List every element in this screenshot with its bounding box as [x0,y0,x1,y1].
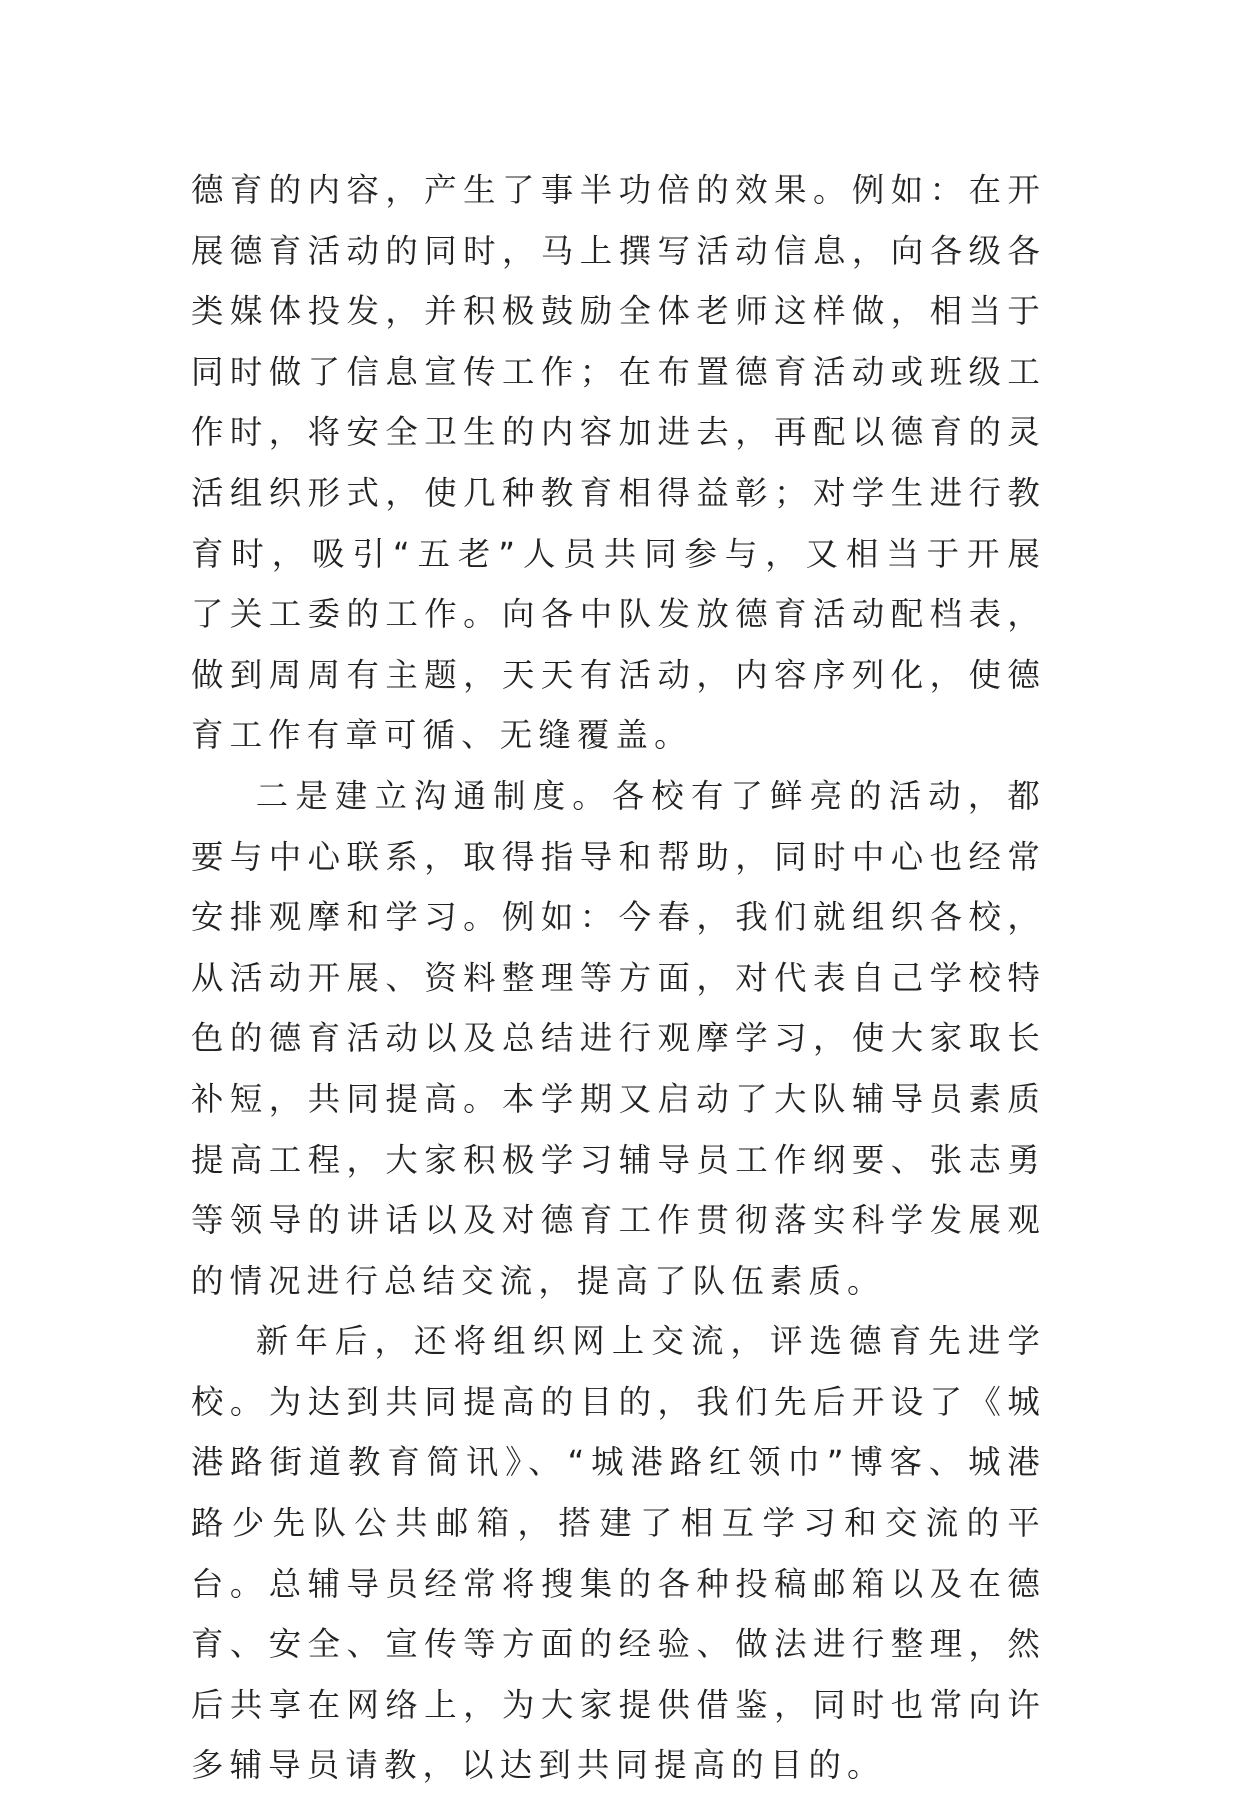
paragraph-online-exchange: 新年后，还将组织网上交流，评选德育先进学校。为达到共同提高的目的，我们先后开设了《城港路街道教育简讯》、“城港路红领巾”博客、城港路少先队公共邮箱，搭建了相互学习和交流的平台。总辅导员经常将搜集的各种投稿邮箱以及在德育、安全、宣传等方面的经验、做法进行整理，然后共享在网络上，为大家提供借鉴，同时也常向许多辅导员请教，以达到共同提高的目的。 [191,1322,1046,1785]
paragraph-moral-education-content: 德育的内容，产生了事半功倍的效果。例如：在开展德育活动的同时，马上撰写活动信息，向各级各类媒体投发，并积极鼓励全体老师这样做，相当于同时做了信息宣传工作；在布置德育活动或班级工作时，将安全卫生的内容加进去，再配以德育的灵活组织形式，使几种教育相得益彰；对学生进行教育时，吸引“五老”人员共同参与，又相当于开展了关工委的工作。向各中队发放德育活动配档表，做到周周有主题，天天有活动，内容序列化，使德育工作有章可循、无缝覆盖。 [191,171,1046,755]
document-body [191,160,1046,1796]
paragraph-communication-system: 二是建立沟通制度。各校有了鲜亮的活动，都要与中心联系，取得指导和帮助，同时中心也经常安排观摩和学习。例如：今春，我们就组织各校，从活动开展、资料整理等方面，对代表自己学校特色的德育活动以及总结进行观摩学习，使大家取长补短，共同提高。本学期又启动了大队辅导员素质提高工程，大家积极学习辅导员工作纲要、张志勇等领导的讲话以及对德育工作贯彻落实科学发展观的情况进行总结交流，提高了队伍素质。 [191,776,1046,1300]
